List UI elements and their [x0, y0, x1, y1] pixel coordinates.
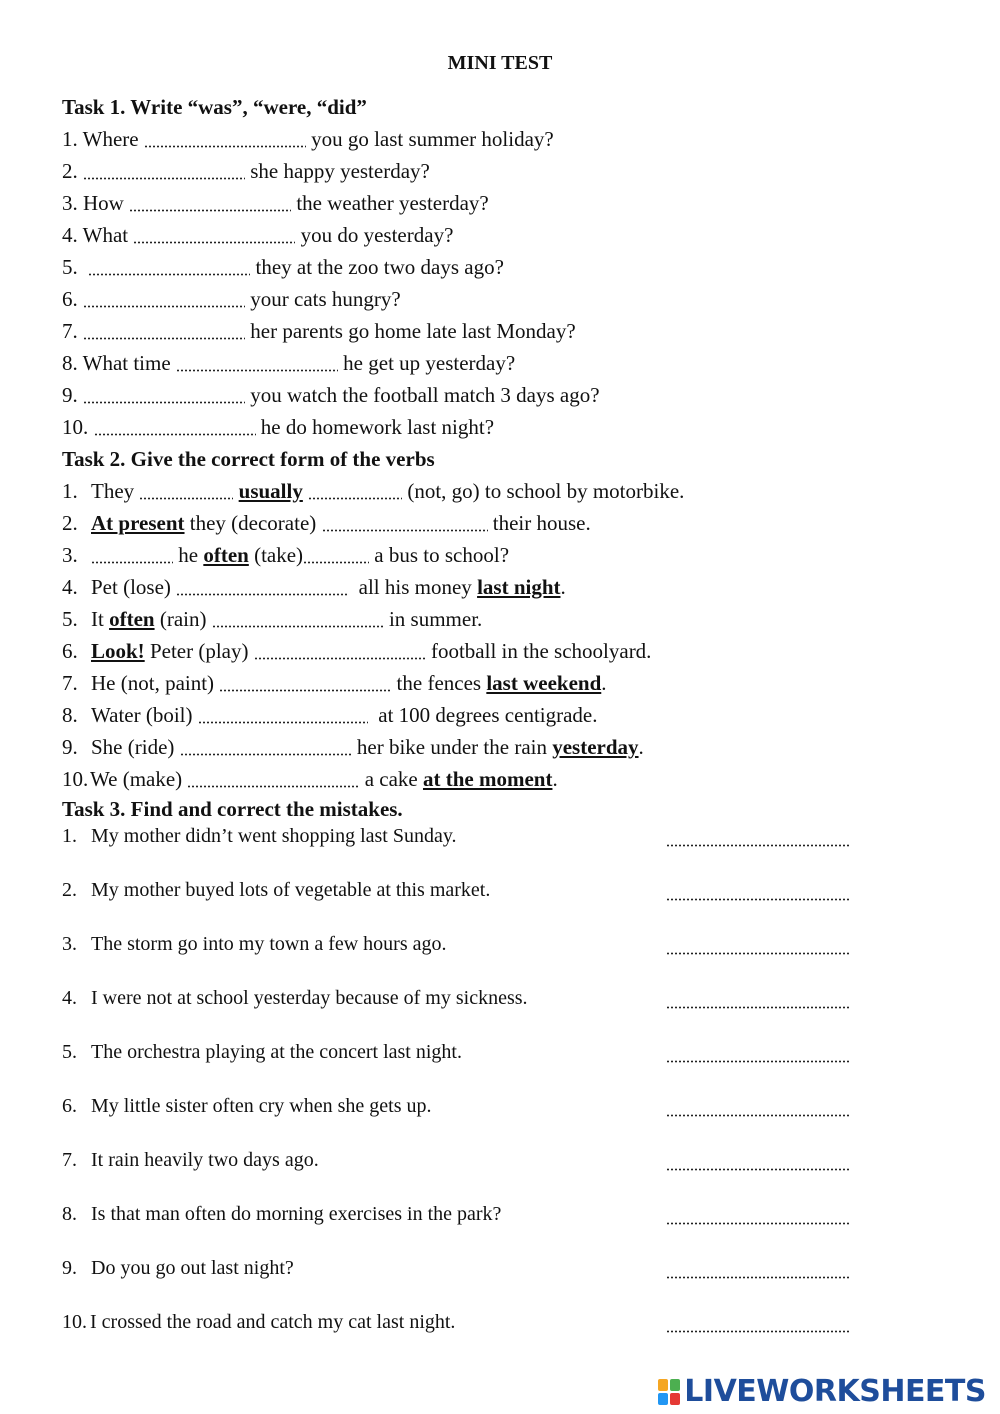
answer-blank[interactable]: [254, 644, 426, 660]
item-number: 2.: [62, 511, 78, 535]
item-prefix: 7.: [62, 319, 78, 343]
item-text: you go last summer holiday?: [311, 127, 554, 151]
item-text: he get up yesterday?: [343, 351, 516, 375]
task1-item: [62, 319, 576, 344]
item-text: she happy yesterday?: [250, 159, 430, 183]
punctuation: .: [601, 671, 607, 695]
item-text: her parents go home late last Monday?: [250, 319, 576, 343]
task2-item: [62, 543, 509, 568]
task2-item: [62, 639, 651, 664]
item-prefix: 1. Where: [62, 127, 139, 151]
item-text: She (ride): [91, 735, 175, 759]
answer-blank[interactable]: [91, 548, 173, 564]
time-keyword: usually: [238, 479, 303, 503]
item-number: 6.: [62, 639, 78, 663]
time-keyword: often: [109, 607, 155, 631]
item-prefix: 2.: [62, 159, 78, 183]
task3-item: [62, 1041, 462, 1064]
item-number: 8.: [62, 703, 78, 727]
answer-blank[interactable]: [133, 228, 295, 244]
answer-blank[interactable]: [176, 356, 338, 372]
item-prefix: 9.: [62, 383, 78, 407]
task1-item: [62, 415, 494, 440]
task1-item: [62, 255, 504, 280]
task2-item: [62, 575, 566, 600]
item-text: They: [91, 479, 135, 503]
task3-item: [62, 1311, 455, 1334]
task1-item: [62, 159, 430, 184]
item-text: It: [91, 607, 104, 631]
item-text: Water (boil): [91, 703, 193, 727]
task2-item: [62, 511, 591, 536]
answer-blank[interactable]: [219, 676, 391, 692]
answer-blank[interactable]: [144, 132, 306, 148]
item-text: he: [178, 543, 199, 567]
item-text: He (not, paint): [91, 671, 215, 695]
task1-heading: Task 1. Write “was”, “were, “did”: [62, 95, 367, 119]
answer-blank[interactable]: [212, 612, 384, 628]
punctuation: .: [560, 575, 566, 599]
task2-item: [62, 767, 558, 792]
answer-blank[interactable]: [666, 939, 850, 955]
item-text: (not, go) to school by motorbike.: [407, 479, 685, 503]
time-keyword: yesterday: [552, 735, 639, 759]
item-number: 10.: [62, 1311, 87, 1333]
task3-item: [62, 933, 447, 956]
answer-blank[interactable]: [666, 831, 850, 847]
answer-blank[interactable]: [666, 1047, 850, 1063]
task2-item: [62, 735, 644, 760]
item-number: 9.: [62, 1257, 77, 1279]
item-text: It rain heavily two days ago.: [91, 1149, 319, 1171]
item-prefix: 3. How: [62, 191, 124, 215]
page-title: MINI TEST: [447, 52, 553, 74]
task2-item: [62, 607, 482, 632]
task3-item: [62, 1203, 501, 1226]
item-text: (rain): [159, 607, 207, 631]
answer-blank[interactable]: [83, 388, 245, 404]
item-text: football in the schoolyard.: [430, 639, 652, 663]
answer-blank[interactable]: [94, 420, 256, 436]
item-text: The storm go into my town a few hours ago.: [91, 933, 447, 955]
answer-blank[interactable]: [187, 772, 359, 788]
item-prefix: 4. What: [62, 223, 129, 247]
logo-mark-icon: [658, 1379, 680, 1405]
answer-blank[interactable]: [83, 164, 245, 180]
time-keyword: often: [203, 543, 249, 567]
answer-blank[interactable]: [198, 708, 368, 724]
item-prefix: 8. What time: [62, 351, 171, 375]
item-text: they at the zoo two days ago?: [255, 255, 504, 279]
item-number: 1.: [62, 479, 78, 503]
item-text: a cake: [364, 767, 418, 791]
task2-item: [62, 671, 607, 696]
punctuation: .: [552, 767, 558, 791]
item-prefix: 5.: [62, 255, 78, 279]
item-text: her bike under the rain: [356, 735, 547, 759]
item-text: We (make): [90, 767, 183, 791]
item-text: I crossed the road and catch my cat last night.: [90, 1311, 456, 1333]
task1-item: [62, 223, 453, 248]
item-number: 7.: [62, 671, 78, 695]
task2-item: [62, 703, 598, 728]
task3-item: [62, 1257, 294, 1280]
punctuation: .: [638, 735, 644, 759]
answer-blank[interactable]: [83, 324, 245, 340]
answer-blank[interactable]: [666, 1155, 850, 1171]
answer-blank[interactable]: [666, 1209, 850, 1225]
task3-item: [62, 1095, 432, 1118]
item-number: 7.: [62, 1149, 77, 1171]
item-number: 4.: [62, 987, 77, 1009]
item-text: Do you go out last night?: [91, 1257, 294, 1279]
item-text: I were not at school yesterday because of my sickness.: [91, 987, 528, 1009]
task1-item: [62, 191, 489, 216]
item-text: Peter (play): [149, 639, 249, 663]
answer-blank[interactable]: [666, 1317, 850, 1333]
item-number: 3.: [62, 933, 77, 955]
item-text: he do homework last night?: [260, 415, 495, 439]
time-keyword: At present: [91, 511, 185, 535]
item-number: 5.: [62, 1041, 77, 1063]
item-text: My little sister often cry when she gets up.: [91, 1095, 432, 1117]
answer-blank[interactable]: [88, 260, 250, 276]
time-keyword: last weekend: [486, 671, 602, 695]
task1-item: [62, 351, 515, 376]
item-text: your cats hungry?: [250, 287, 401, 311]
item-number: 10.: [62, 767, 89, 791]
answer-blank[interactable]: [666, 1263, 850, 1279]
task1-item: [62, 127, 554, 152]
task3-item: [62, 1149, 319, 1172]
answer-blank[interactable]: [176, 580, 348, 596]
item-text: you watch the football match 3 days ago?: [250, 383, 600, 407]
item-text: The orchestra playing at the concert last night.: [91, 1041, 462, 1063]
answer-blank[interactable]: [129, 196, 291, 212]
item-text: (take): [254, 543, 304, 567]
item-text: all his money: [358, 575, 472, 599]
task1-item: [62, 287, 401, 312]
item-text: My mother buyed lots of vegetable at this market.: [91, 879, 491, 901]
item-number: 8.: [62, 1203, 77, 1225]
answer-blank[interactable]: [308, 484, 402, 500]
logo-text: LIVEWORKSHEETS: [684, 1374, 986, 1409]
time-keyword: at the moment: [422, 767, 553, 791]
item-prefix: 6.: [62, 287, 78, 311]
answer-blank[interactable]: [666, 993, 850, 1009]
task2-item: [62, 479, 684, 504]
time-keyword: last night: [477, 575, 561, 599]
item-text: Pet (lose): [91, 575, 171, 599]
answer-blank[interactable]: [180, 740, 352, 756]
item-text: a bus to school?: [374, 543, 510, 567]
item-number: 3.: [62, 543, 78, 567]
task2-heading: Task 2. Give the correct form of the verbs: [62, 447, 435, 471]
item-number: 2.: [62, 879, 77, 901]
answer-blank[interactable]: [322, 516, 488, 532]
answer-blank[interactable]: [666, 885, 850, 901]
item-number: 1.: [62, 825, 77, 847]
item-text: at 100 degrees centigrade.: [378, 703, 598, 727]
item-text: their house.: [492, 511, 591, 535]
item-prefix: 10.: [62, 415, 89, 439]
answer-blank[interactable]: [303, 548, 369, 564]
item-text: My mother didn’t went shopping last Sunday.: [91, 825, 457, 847]
task3-item: [62, 879, 490, 902]
liveworksheets-logo: [658, 1374, 986, 1409]
item-text: the weather yesterday?: [296, 191, 489, 215]
task3-item: [62, 825, 457, 848]
answer-blank[interactable]: [83, 292, 245, 308]
item-text: Is that man often do morning exercises in the park?: [91, 1203, 502, 1225]
task3-item: [62, 987, 528, 1010]
task1-item: [62, 383, 600, 408]
item-number: 4.: [62, 575, 78, 599]
answer-blank[interactable]: [139, 484, 233, 500]
task3-heading: Task 3. Find and correct the mistakes.: [62, 797, 403, 821]
item-text: the fences: [396, 671, 482, 695]
answer-blank[interactable]: [666, 1101, 850, 1117]
item-text: in summer.: [388, 607, 483, 631]
item-text: you do yesterday?: [300, 223, 454, 247]
item-number: 6.: [62, 1095, 77, 1117]
item-text: they (decorate): [189, 511, 317, 535]
time-keyword: Look!: [91, 639, 145, 663]
item-number: 5.: [62, 607, 78, 631]
item-number: 9.: [62, 735, 78, 759]
